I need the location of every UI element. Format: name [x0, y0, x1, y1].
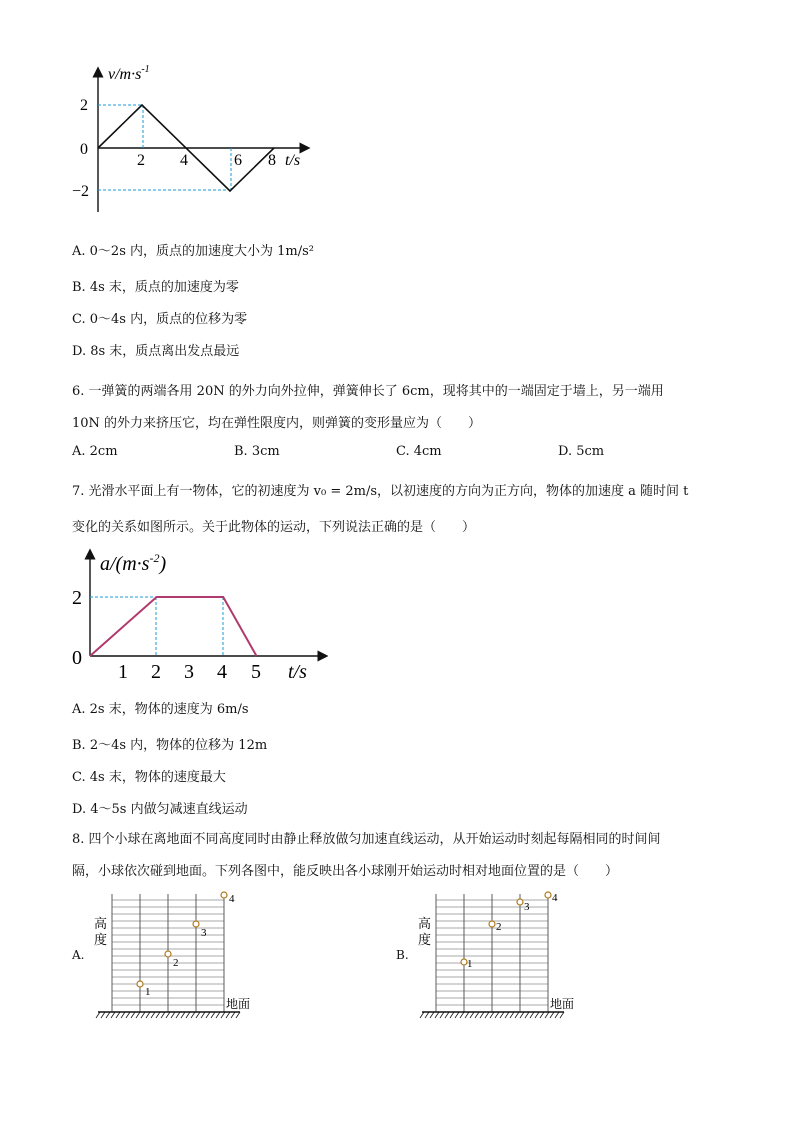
- figure-a-ground-label: 地面: [226, 997, 251, 1011]
- q5-option-d[interactable]: D. 8s 末，质点离出发点最远: [72, 344, 240, 359]
- ground-hatch: [450, 1012, 454, 1018]
- figure-a-ball-1: [137, 981, 143, 987]
- ground-hatch: [106, 1012, 110, 1018]
- figure-a-ball-2: [165, 951, 171, 957]
- ground-hatch: [485, 1012, 489, 1018]
- at-origin: 0: [72, 647, 82, 669]
- ground-hatch: [131, 1012, 135, 1018]
- ground-hatch: [156, 1012, 160, 1018]
- ground-hatch: [465, 1012, 469, 1018]
- ground-hatch: [166, 1012, 170, 1018]
- at-tick-x-5: 5: [251, 661, 261, 683]
- ground-hatch: [555, 1012, 559, 1018]
- q8-stem-line1: 8. 四个小球在离地面不同高度同时由静止释放做匀加速直线运动，从开始运动时刻起每隔相同的时间间: [72, 832, 661, 847]
- at-tick-x-3: 3: [184, 661, 194, 683]
- vt-tick-x-8: 8: [268, 152, 276, 169]
- figure-b-ground-label: 地面: [550, 997, 575, 1011]
- ground-hatch: [425, 1012, 429, 1018]
- ground-hatch: [520, 1012, 524, 1018]
- ground-hatch: [126, 1012, 130, 1018]
- ground-hatch: [181, 1012, 185, 1018]
- figure-a-height-label-2: 度: [94, 932, 108, 947]
- figure-b-ball-3-label: 3: [524, 901, 530, 913]
- ground-hatch: [231, 1012, 235, 1018]
- figure-a-ball-1-label: 1: [145, 986, 151, 998]
- figure-b-height-label-1: 高: [418, 916, 432, 931]
- q8-figure-a: [90, 888, 270, 1024]
- figure-b-ball-4-label: 4: [552, 892, 558, 904]
- at-tick-x-2: 2: [151, 661, 161, 683]
- ground-hatch: [530, 1012, 534, 1018]
- at-tick-x-1: 1: [118, 661, 128, 683]
- ground-hatch: [136, 1012, 140, 1018]
- figure-a-ball-3: [193, 921, 199, 927]
- q7-stem-line2: 变化的关系如图所示。关于此物体的运动，下列说法正确的是（ ）: [72, 520, 476, 535]
- ground-hatch: [221, 1012, 225, 1018]
- ground-hatch: [146, 1012, 150, 1018]
- ground-hatch: [505, 1012, 509, 1018]
- at-graph: [68, 548, 328, 688]
- figure-b-ball-2: [489, 921, 495, 927]
- figure-b-ball-2-label: 2: [496, 921, 502, 933]
- q6-stem-line1: 6. 一弹簧的两端各用 20N 的外力向外拉伸，弹簧伸长了 6cm，现将其中的一端固定于墙上，另一端用: [72, 384, 664, 399]
- vt-tick-x-4: 4: [180, 152, 188, 169]
- ground-hatch: [445, 1012, 449, 1018]
- ground-hatch: [121, 1012, 125, 1018]
- q7-option-c[interactable]: C. 4s 末，物体的速度最大: [72, 770, 226, 785]
- q5-option-a[interactable]: A. 0～2s 内，质点的加速度大小为 1m/s²: [72, 244, 314, 259]
- ground-hatch: [201, 1012, 205, 1018]
- ground-hatch: [435, 1012, 439, 1018]
- ground-hatch: [420, 1012, 424, 1018]
- ground-hatch: [515, 1012, 519, 1018]
- q7-stem-line1: 7. 光滑水平面上有一物体，它的初速度为 v₀ = 2m/s，以初速度的方向为正方向，物体的加速度 a 随时间 t: [72, 484, 689, 499]
- ground-hatch: [101, 1012, 105, 1018]
- vt-tick-x-2: 2: [137, 152, 145, 169]
- at-series-line: [90, 597, 257, 656]
- q7-option-d[interactable]: D. 4～5s 内做匀减速直线运动: [72, 802, 248, 817]
- ground-hatch: [470, 1012, 474, 1018]
- ground-hatch: [440, 1012, 444, 1018]
- ground-hatch: [236, 1012, 240, 1018]
- figure-b-ball-4: [545, 892, 551, 898]
- ground-hatch: [540, 1012, 544, 1018]
- figure-a-ball-3-label: 3: [201, 927, 207, 939]
- q6-option-b[interactable]: B. 3cm: [234, 444, 280, 459]
- ground-hatch: [191, 1012, 195, 1018]
- ground-hatch: [430, 1012, 434, 1018]
- ground-hatch: [116, 1012, 120, 1018]
- ground-hatch: [480, 1012, 484, 1018]
- figure-a-ball-4: [221, 892, 227, 898]
- figure-b-grid: [420, 894, 564, 1018]
- ground-hatch: [206, 1012, 210, 1018]
- at-xlabel: t/s: [288, 661, 307, 683]
- ground-hatch: [216, 1012, 220, 1018]
- q8-stem-line2: 隔，小球依次碰到地面。下列各图中，能反映出各小球刚开始运动时相对地面位置的是（ ）: [72, 864, 619, 879]
- vt-xlabel: t/s: [285, 152, 301, 169]
- ground-hatch: [171, 1012, 175, 1018]
- ground-hatch: [550, 1012, 554, 1018]
- ground-hatch: [495, 1012, 499, 1018]
- ground-hatch: [490, 1012, 494, 1018]
- ground-hatch: [545, 1012, 549, 1018]
- figure-b-ball-1-label: 1: [467, 958, 473, 970]
- vt-tick-y-m2: −2: [72, 183, 90, 200]
- ground-hatch: [560, 1012, 564, 1018]
- figure-a-ball-4-label: 4: [229, 893, 235, 905]
- ground-hatch: [176, 1012, 180, 1018]
- at-tick-x-4: 4: [217, 661, 227, 683]
- ground-hatch: [111, 1012, 115, 1018]
- figure-a-ball-2-label: 2: [173, 957, 179, 969]
- q7-option-a[interactable]: A. 2s 末，物体的速度为 6m/s: [72, 702, 249, 717]
- ground-hatch: [161, 1012, 165, 1018]
- ground-hatch: [141, 1012, 145, 1018]
- q5-option-c[interactable]: C. 0～4s 内，质点的位移为零: [72, 312, 248, 327]
- ground-hatch: [196, 1012, 200, 1018]
- ground-hatch: [460, 1012, 464, 1018]
- ground-hatch: [96, 1012, 100, 1018]
- q6-stem-line2: 10N 的外力来挤压它，均在弹性限度内，则弹簧的变形量应为（ ）: [72, 416, 482, 431]
- at-tick-y-2: 2: [72, 587, 82, 609]
- q6-option-a[interactable]: A. 2cm: [72, 444, 118, 459]
- vt-tick-y-2: 2: [80, 97, 88, 114]
- at-ylabel: $a/(m\cdot s^{-2})$: [100, 551, 167, 575]
- q8-option-a[interactable]: A.: [72, 948, 85, 962]
- figure-b-height-label-2: 度: [418, 932, 432, 947]
- ground-hatch: [211, 1012, 215, 1018]
- ground-hatch: [455, 1012, 459, 1018]
- ground-hatch: [151, 1012, 155, 1018]
- q5-option-b[interactable]: B. 4s 末，质点的加速度为零: [72, 280, 239, 295]
- q8-figure-b: [414, 888, 594, 1024]
- ground-hatch: [226, 1012, 230, 1018]
- q6-option-d[interactable]: D. 5cm: [558, 444, 605, 459]
- q8-option-b[interactable]: B.: [396, 948, 409, 962]
- ground-hatch: [510, 1012, 514, 1018]
- figure-a-height-label-1: 高: [94, 916, 108, 931]
- ground-hatch: [535, 1012, 539, 1018]
- vt-ylabel: $v/m\cdot s^{-1}$: [108, 64, 150, 83]
- vt-tick-x-6: 6: [234, 152, 242, 169]
- ground-hatch: [475, 1012, 479, 1018]
- ground-hatch: [525, 1012, 529, 1018]
- q7-option-b[interactable]: B. 2～4s 内，物体的位移为 12m: [72, 738, 268, 753]
- vt-tick-y-0: 0: [80, 141, 88, 158]
- ground-hatch: [500, 1012, 504, 1018]
- vt-graph: [70, 62, 340, 222]
- figure-b-ball-3: [517, 899, 523, 905]
- q6-option-c[interactable]: C. 4cm: [396, 444, 442, 459]
- ground-hatch: [186, 1012, 190, 1018]
